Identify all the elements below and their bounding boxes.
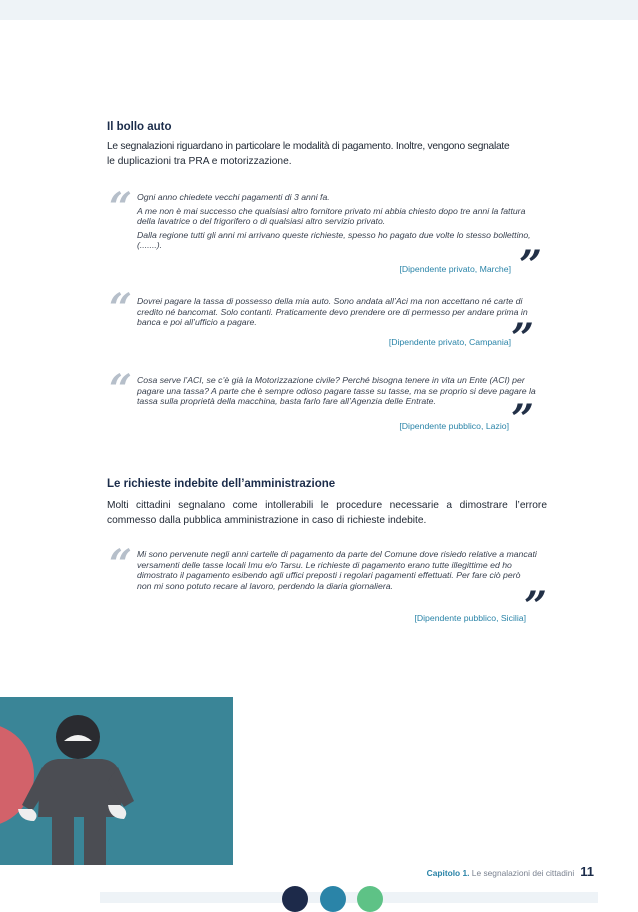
section-title-richieste-indebite: Le richieste indebite dell’amministrazione — [107, 478, 336, 490]
decorative-dot-green — [357, 886, 383, 912]
quote-block-campania — [107, 285, 547, 362]
quote-paragraph: Ogni anno chiedete vecchi pagamenti di 3 anni fa. — [137, 192, 330, 202]
open-quote-icon: “ — [109, 285, 133, 332]
decorative-dot-teal — [320, 886, 346, 912]
footer-chapter: Capitolo 1. — [426, 868, 470, 878]
section-intro-bollo-auto — [107, 139, 547, 169]
quote-text — [137, 296, 537, 331]
quote-paragraph: A me non è mai successo che qualsiasi altro fornitore privato mi abbia chiesto dopo tre anni la fattura della lavatrice o del frigorifero o di qualsiasi altro servizio privato. — [137, 205, 526, 226]
open-quote-icon: “ — [109, 541, 133, 588]
quote-paragraph: Mi sono pervenute negli anni cartelle di pagamento da parte del Comune dove risiedo relative a mancati versamenti delle tasse locali Imu e/o Tarsu. Le richieste di pagamento erano tutte illegittime ed ho dimostrato il pagamento esibendo agli uffici preposti i regolari pagamenti effettuati. Per fare ciò però non mi sono potuto recare al lavoro, perdendo la diaria giornaliera. — [137, 549, 537, 591]
quote-attribution: [Dipendente privato, Campania] — [388, 337, 511, 347]
quote-paragraph: Cosa serve l’ACI, se c’è già la Motorizzazione civile? Perché bisogna tenere in vita un Ente (ACI) per pagare una tassa? A parte che è sempre odioso pagare tasse su tasse, ma se proprio si deve pagare la tassa sulla proprietà della macchina, basta farlo fare all’Agenzia delle Entrate. — [137, 375, 536, 406]
quote-text — [137, 375, 537, 410]
quote-block-sicilia — [107, 541, 548, 630]
left-leg-shape — [52, 815, 74, 865]
section-title-bollo-auto: Il bollo auto — [107, 121, 172, 133]
empty-pockets-illustration — [0, 697, 233, 865]
page-footer — [427, 864, 594, 879]
quote-attribution: [Dipendente pubblico, Sicilia] — [414, 613, 526, 623]
footer-chapter-title: Le segnalazioni dei cittadini — [469, 868, 575, 878]
quote-text — [137, 549, 537, 594]
decorative-dot-navy — [282, 886, 308, 912]
page-number: 11 — [580, 864, 594, 879]
quote-paragraph: Dalla regione tutti gli anni mi arrivano queste richieste, spesso ho pagato due volte lo stesso bollettino, (.......). — [137, 229, 531, 250]
close-quote-icon: ” — [519, 242, 543, 289]
quote-paragraph: Dovrei pagare la tassa di possesso della mia auto. Sono andata all’Aci ma non accettano né carte di credito né bancomat. Solo contanti. Praticamente devo prendere ore di permesso per andare prima in banca e poi all’ufficio a pagare. — [137, 296, 528, 327]
quote-attribution: [Dipendente privato, Marche] — [399, 264, 511, 274]
close-quote-icon: ” — [511, 396, 535, 443]
section-intro-richieste-indebite — [107, 498, 547, 528]
open-quote-icon: “ — [109, 366, 133, 413]
intro-line: le duplicazioni tra PRA e motorizzazione. — [107, 156, 292, 167]
top-band — [0, 0, 638, 20]
open-quote-icon: “ — [109, 184, 133, 231]
quote-block-marche — [107, 184, 547, 289]
intro-line: commesso dalla pubblica amministrazione in caso di richieste indebite. — [107, 515, 427, 526]
close-quote-icon: ” — [511, 315, 535, 362]
bottom-band — [100, 892, 598, 903]
quote-text — [137, 192, 537, 254]
intro-line: Le segnalazioni riguardano in particolare le modalità di pagamento. Inoltre, vengono segnalate — [107, 141, 510, 152]
right-leg-shape — [84, 815, 106, 865]
close-quote-icon: ” — [524, 583, 548, 630]
quote-block-lazio — [107, 366, 547, 443]
quote-attribution: [Dipendente pubblico, Lazio] — [399, 421, 509, 431]
intro-line: Molti cittadini segnalano come intollerabili le procedure necessarie a dimostrare l’errore — [107, 500, 547, 511]
